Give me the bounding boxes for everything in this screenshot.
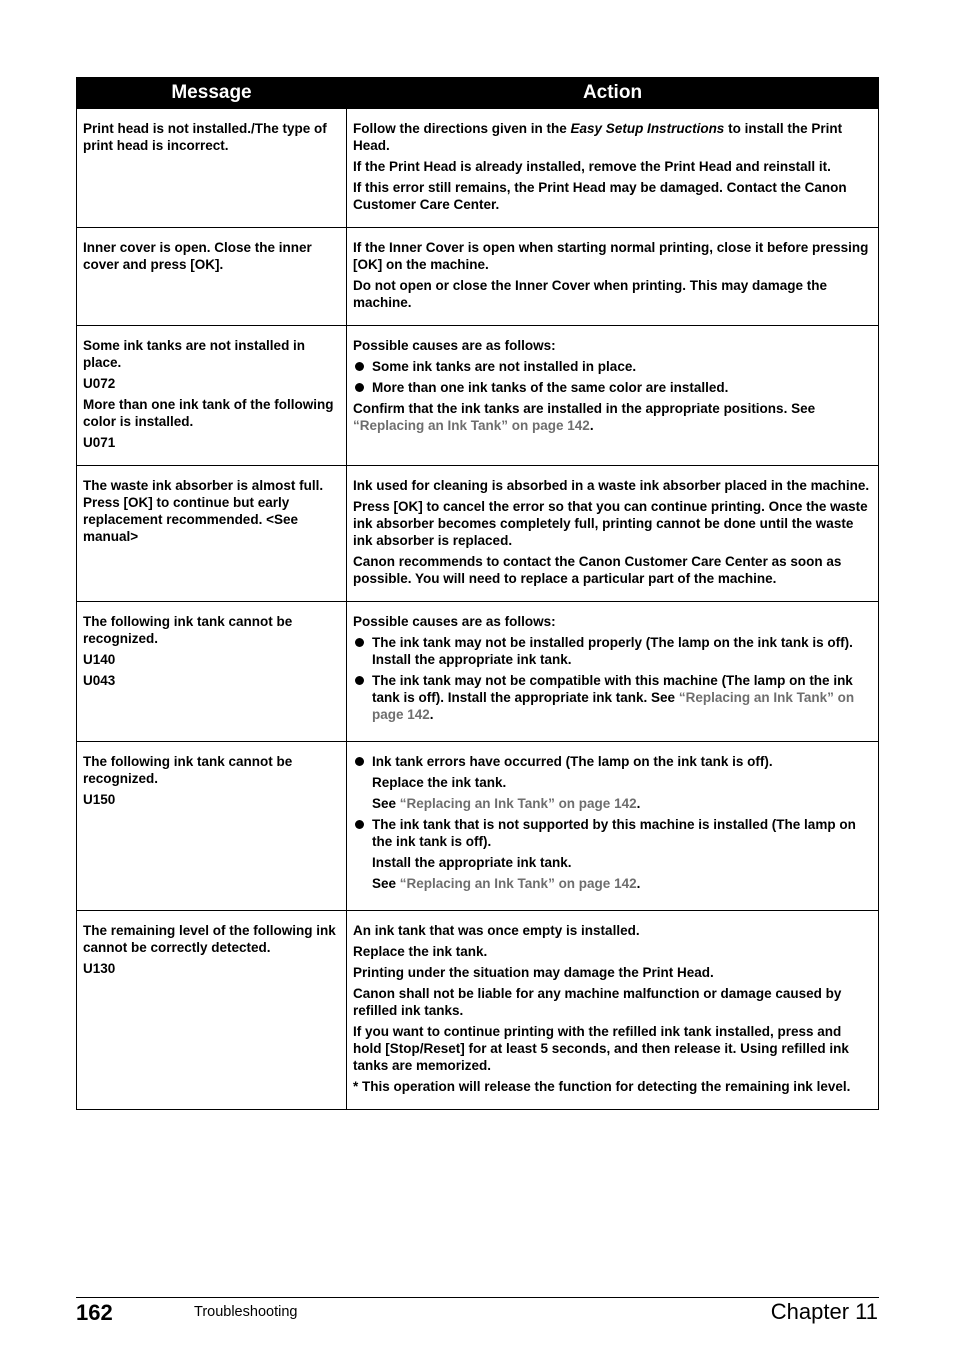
action-paragraph bbox=[353, 498, 872, 549]
action-text: Install the appropriate ink tank. bbox=[372, 855, 572, 870]
message-text: The following ink tank cannot be recognized. bbox=[83, 614, 293, 646]
action-text: Possible causes are as follows: bbox=[353, 338, 556, 353]
message-text: U130 bbox=[83, 961, 116, 976]
action-paragraph bbox=[353, 875, 872, 892]
action-paragraph bbox=[353, 795, 872, 812]
action-text: Confirm that the ink tanks are installed in the appropriate positions. See bbox=[353, 401, 816, 416]
action-paragraph bbox=[353, 158, 872, 175]
message-text: U043 bbox=[83, 673, 116, 688]
action-cell bbox=[347, 228, 879, 326]
action-text: . bbox=[589, 418, 594, 433]
message-text: The following ink tank cannot be recognized. bbox=[83, 754, 293, 786]
table-row bbox=[77, 602, 879, 742]
bullet-item bbox=[353, 634, 872, 668]
action-text: If the Print Head is already installed, remove the Print Head and reinstall it. bbox=[353, 159, 831, 174]
message-text: U072 bbox=[83, 376, 116, 391]
action-text: Follow the directions given in the bbox=[353, 121, 571, 136]
message-cell bbox=[77, 228, 347, 326]
action-paragraph bbox=[353, 120, 872, 154]
action-paragraph bbox=[353, 922, 872, 939]
message-cell bbox=[77, 326, 347, 466]
action-text: If the Inner Cover is open when starting normal printing, close it before pressing [OK] on the machine. bbox=[353, 240, 869, 272]
section-label: Troubleshooting bbox=[194, 1304, 298, 1320]
page-number: 162 bbox=[76, 1300, 113, 1325]
troubleshooting-table bbox=[76, 77, 879, 1110]
action-paragraph bbox=[353, 337, 872, 354]
message-cell bbox=[77, 742, 347, 911]
table-header-row bbox=[77, 78, 879, 109]
message-text: More than one ink tank of the following color is installed. bbox=[83, 397, 334, 429]
action-paragraph bbox=[353, 1023, 872, 1074]
table-row bbox=[77, 109, 879, 228]
message-column-header: Message bbox=[77, 78, 347, 109]
action-text: If you want to continue printing with the refilled ink tank installed, press and hold [Stop/Reset] for at least 5 seconds, and then release it. Using refilled ink tanks are memorized. bbox=[353, 1024, 849, 1073]
action-column-header: Action bbox=[347, 78, 879, 109]
action-cell bbox=[347, 109, 879, 228]
action-text: The ink tank that is not supported by this machine is installed (The lamp on the ink tank is off). bbox=[372, 817, 856, 849]
chapter-label: Chapter 11 bbox=[770, 1299, 878, 1324]
page-reference-link[interactable]: “Replacing an Ink Tank” on page 142 bbox=[372, 690, 855, 722]
action-text: * This operation will release the function for detecting the remaining ink level. bbox=[353, 1079, 851, 1094]
action-paragraph bbox=[353, 477, 872, 494]
action-text: . bbox=[429, 707, 434, 722]
action-paragraph bbox=[353, 613, 872, 630]
action-paragraph bbox=[353, 179, 872, 213]
bullet-item bbox=[353, 672, 872, 723]
action-cell bbox=[347, 742, 879, 911]
action-paragraph bbox=[353, 985, 872, 1019]
action-text: . bbox=[636, 876, 641, 891]
document-title-text: Easy Setup Instructions bbox=[570, 121, 725, 136]
action-paragraph bbox=[353, 277, 872, 311]
message-text: Some ink tanks are not installed in place. bbox=[83, 338, 306, 370]
bullet-item bbox=[353, 379, 872, 396]
action-text: Press [OK] to cancel the error so that you can continue printing. Once the waste ink absorber becomes completely full, printing cannot be done until the waste ink absorber is replaced. bbox=[353, 499, 868, 548]
action-text: See bbox=[372, 876, 400, 891]
bullet-item bbox=[353, 753, 872, 770]
table-row bbox=[77, 742, 879, 911]
action-text: The ink tank may not be installed properly (The lamp on the ink tank is off). Install the appropriate ink tank. bbox=[372, 635, 853, 667]
table-row bbox=[77, 326, 879, 466]
action-text: to install the Print Head. bbox=[353, 121, 843, 153]
action-paragraph bbox=[353, 239, 872, 273]
page-reference-link[interactable]: “Replacing an Ink Tank” on page 142 bbox=[399, 796, 637, 811]
action-paragraph bbox=[353, 774, 872, 791]
action-text: Canon shall not be liable for any machine malfunction or damage caused by refilled ink tanks. bbox=[353, 986, 842, 1018]
action-text: Ink used for cleaning is absorbed in a waste ink absorber placed in the machine. bbox=[353, 478, 870, 493]
action-cell bbox=[347, 326, 879, 466]
action-paragraph bbox=[353, 943, 872, 960]
action-text: . bbox=[636, 796, 641, 811]
message-text: The remaining level of the following ink cannot be correctly detected. bbox=[83, 923, 336, 955]
message-text: Print head is not installed./The type of print head is incorrect. bbox=[83, 121, 327, 153]
action-paragraph bbox=[353, 854, 872, 871]
table-body bbox=[77, 109, 879, 1110]
action-text: Some ink tanks are not installed in place. bbox=[372, 359, 637, 374]
table-row bbox=[77, 911, 879, 1110]
action-text: Do not open or close the Inner Cover when printing. This may damage the machine. bbox=[353, 278, 828, 310]
page-reference-link[interactable]: “Replacing an Ink Tank” on page 142 bbox=[353, 418, 590, 433]
action-text: Replace the ink tank. bbox=[372, 775, 507, 790]
action-text: Printing under the situation may damage the Print Head. bbox=[353, 965, 714, 980]
page-reference-link[interactable]: “Replacing an Ink Tank” on page 142 bbox=[399, 876, 637, 891]
bullet-item bbox=[353, 358, 872, 375]
message-text: The waste ink absorber is almost full. Press [OK] to continue but early replacement recommended. <See manual> bbox=[83, 478, 324, 544]
message-text: U150 bbox=[83, 792, 116, 807]
table-row bbox=[77, 466, 879, 602]
bullet-item bbox=[353, 816, 872, 850]
action-paragraph bbox=[353, 1078, 872, 1095]
table-row bbox=[77, 228, 879, 326]
action-paragraph bbox=[353, 553, 872, 587]
action-text: Replace the ink tank. bbox=[353, 944, 488, 959]
action-paragraph bbox=[353, 400, 872, 434]
action-cell bbox=[347, 911, 879, 1110]
action-text: An ink tank that was once empty is installed. bbox=[353, 923, 640, 938]
message-cell bbox=[77, 109, 347, 228]
footer-divider bbox=[76, 1297, 879, 1298]
action-paragraph bbox=[353, 964, 872, 981]
action-text: Canon recommends to contact the Canon Customer Care Center as soon as possible. You will need to replace a particular part of the machine. bbox=[353, 554, 842, 586]
message-cell bbox=[77, 602, 347, 742]
message-text: U071 bbox=[83, 435, 116, 450]
action-text: The ink tank may not be compatible with this machine (The lamp on the ink tank is off). Install the appropriate ink tank. See bbox=[372, 673, 853, 705]
action-text: Possible causes are as follows: bbox=[353, 614, 556, 629]
message-cell bbox=[77, 911, 347, 1110]
action-cell bbox=[347, 602, 879, 742]
action-text: More than one ink tanks of the same color are installed. bbox=[372, 380, 729, 395]
message-text: U140 bbox=[83, 652, 116, 667]
message-cell bbox=[77, 466, 347, 602]
action-cell bbox=[347, 466, 879, 602]
action-text: If this error still remains, the Print Head may be damaged. Contact the Canon Customer Care Center. bbox=[353, 180, 847, 212]
message-text: Inner cover is open. Close the inner cover and press [OK]. bbox=[83, 240, 312, 272]
action-text: Ink tank errors have occurred (The lamp on the ink tank is off). bbox=[372, 754, 773, 769]
action-text: See bbox=[372, 796, 400, 811]
